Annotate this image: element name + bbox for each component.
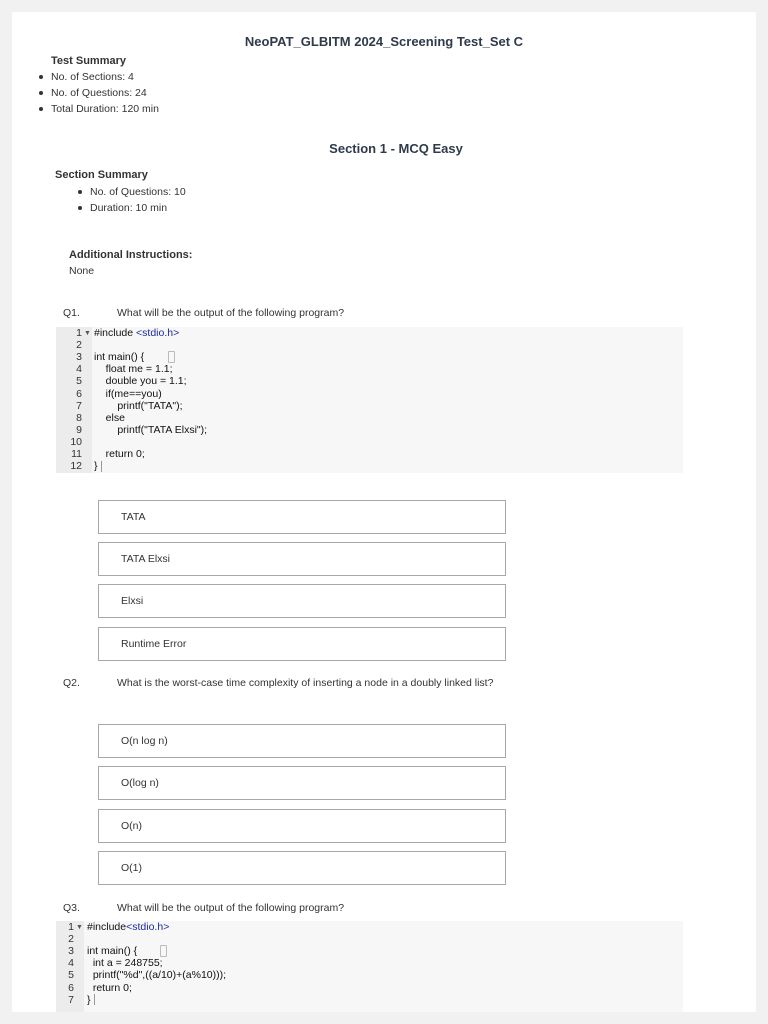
code-block xyxy=(56,921,683,1012)
option-button[interactable] xyxy=(98,542,506,576)
line-number: 1 xyxy=(68,921,74,933)
option-button[interactable] xyxy=(98,724,506,758)
code-line xyxy=(56,969,683,981)
code-line xyxy=(56,436,683,448)
code-line xyxy=(56,424,683,436)
code-text xyxy=(94,388,162,400)
line-number: 3 xyxy=(68,945,74,958)
question-text: What will be the output of the following program? xyxy=(117,307,345,319)
code-line xyxy=(56,339,683,351)
question-number: Q3. xyxy=(63,902,80,914)
code-text-plain: #include xyxy=(94,327,137,339)
option-button[interactable] xyxy=(98,500,506,534)
code-line xyxy=(56,460,683,472)
code-text-plain: } xyxy=(94,460,98,473)
line-number: 11 xyxy=(71,448,82,460)
line-number: 12 xyxy=(70,460,82,473)
option-button[interactable] xyxy=(98,627,506,661)
code-line xyxy=(56,957,683,969)
code-text xyxy=(87,994,91,1006)
code-line xyxy=(56,994,683,1006)
code-text-plain: #include xyxy=(87,921,127,933)
code-line xyxy=(56,933,683,945)
code-line xyxy=(56,388,683,400)
section-summary-item: Duration: 10 min xyxy=(90,200,186,216)
code-text-plain: return 0; xyxy=(94,448,145,460)
code-text-plain: double you = 1.1; xyxy=(94,375,187,388)
line-number: 7 xyxy=(68,993,74,1006)
line-number: 5 xyxy=(76,375,82,388)
option-button[interactable] xyxy=(98,851,506,885)
option-label: O(1) xyxy=(121,862,142,874)
line-number: 8 xyxy=(76,411,82,424)
option-label: Runtime Error xyxy=(121,638,187,650)
question-number: Q1. xyxy=(63,307,80,319)
option-button[interactable] xyxy=(98,809,506,843)
code-text-plain: else xyxy=(94,411,125,424)
code-text xyxy=(87,982,132,994)
code-text-plain: return 0; xyxy=(87,981,132,994)
question-text: What will be the output of the following program? xyxy=(117,902,345,914)
code-text-plain: printf("TATA Elxsi"); xyxy=(94,423,208,436)
code-text-plain: printf("TATA"); xyxy=(94,399,183,412)
option-label: Elxsi xyxy=(121,595,144,607)
code-text xyxy=(94,412,125,424)
code-line xyxy=(56,412,683,424)
code-line xyxy=(56,448,683,460)
option-label: O(n) xyxy=(121,820,142,832)
test-summary-item: No. of Sections: 4 xyxy=(51,69,159,85)
line-number: 9 xyxy=(76,423,82,436)
option-button[interactable] xyxy=(98,584,506,618)
option-label: TATA Elxsi xyxy=(121,553,171,565)
question-number: Q2. xyxy=(63,677,80,689)
code-text xyxy=(87,921,169,933)
code-line xyxy=(56,982,683,994)
code-text xyxy=(94,363,173,375)
code-text xyxy=(94,400,183,412)
code-include-header: <stdio.h> xyxy=(136,327,180,339)
code-text xyxy=(87,945,137,957)
section-summary-list xyxy=(90,184,186,216)
code-text-plain: int a = 248755; xyxy=(87,957,163,970)
line-number: 6 xyxy=(68,981,74,994)
test-summary-heading: Test Summary xyxy=(51,55,126,67)
code-line xyxy=(56,945,683,957)
option-label: O(log n) xyxy=(121,777,159,789)
section-title: Section 1 - MCQ Easy xyxy=(329,141,463,156)
text-caret xyxy=(94,994,95,1005)
line-number: 3 xyxy=(76,351,82,364)
code-text xyxy=(94,424,207,436)
code-line xyxy=(56,363,683,375)
code-text xyxy=(94,351,144,363)
code-text-plain: if(me==you) xyxy=(94,387,162,400)
code-text xyxy=(94,375,187,387)
option-label: TATA xyxy=(121,511,146,523)
additional-instructions-label: Additional Instructions: xyxy=(69,249,193,261)
code-block xyxy=(56,327,683,473)
code-text-plain: int main() { xyxy=(94,351,145,364)
code-text-plain: float me = 1.1; xyxy=(94,363,173,376)
cursor-marker-icon xyxy=(168,351,175,363)
code-text-plain: } xyxy=(87,993,91,1006)
code-line xyxy=(56,327,683,339)
test-title: NeoPAT_GLBITM 2024_Screening Test_Set C xyxy=(244,34,524,49)
code-line xyxy=(56,400,683,412)
additional-instructions-value: None xyxy=(69,265,95,277)
line-number: 2 xyxy=(76,339,82,352)
question-text: What is the worst-case time complexity of inserting a node in a doubly linked list? xyxy=(117,677,494,689)
test-summary-item: No. of Questions: 24 xyxy=(51,85,159,101)
fold-arrow-icon[interactable]: ▼ xyxy=(84,330,91,337)
text-caret xyxy=(101,461,102,472)
line-number: 5 xyxy=(68,969,74,982)
fold-arrow-icon[interactable]: ▼ xyxy=(76,924,83,931)
line-number: 7 xyxy=(76,399,82,412)
test-summary-item: Total Duration: 120 min xyxy=(51,103,159,115)
line-number: 6 xyxy=(76,387,82,400)
code-text xyxy=(94,327,179,339)
section-summary-item: No. of Questions: 10 xyxy=(90,186,186,198)
test-summary-list xyxy=(51,69,159,117)
line-number: 4 xyxy=(68,957,74,970)
code-line xyxy=(56,351,683,363)
code-text xyxy=(87,969,226,981)
code-line xyxy=(56,921,683,933)
code-text-plain: printf("%d",((a/10)+(a%10))); xyxy=(87,969,227,982)
code-text-plain: int main() { xyxy=(87,945,138,958)
code-text xyxy=(94,460,98,472)
line-number: 4 xyxy=(76,363,82,376)
code-text xyxy=(94,448,145,460)
line-number: 2 xyxy=(68,933,74,946)
code-text xyxy=(87,957,163,969)
cursor-marker-icon xyxy=(160,945,167,957)
code-include-header: <stdio.h> xyxy=(126,921,170,933)
code-line xyxy=(56,375,683,387)
section-summary-heading: Section Summary xyxy=(55,169,148,181)
line-number: 1 xyxy=(76,327,82,339)
option-button[interactable] xyxy=(98,766,506,800)
line-number: 10 xyxy=(70,435,82,448)
option-label: O(n log n) xyxy=(121,735,168,747)
